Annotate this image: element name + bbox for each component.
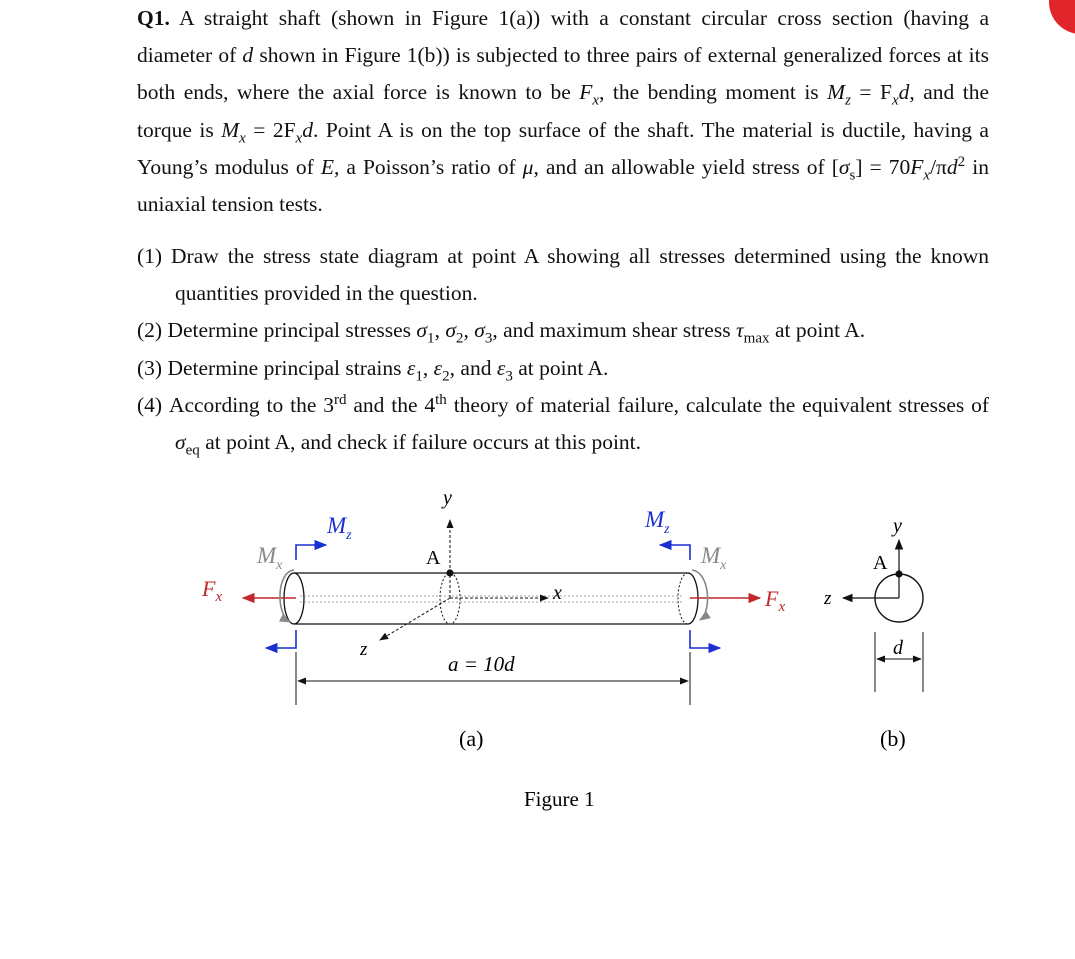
sub: 2 <box>455 330 464 347</box>
text-run: A straight shaft (shown in Figure 1(a)) with a constant circular cross section (having a diameter of <box>137 6 989 68</box>
subfigure-b-label: (b) <box>880 726 906 751</box>
left-end-loads <box>201 513 352 648</box>
y-axis-label: y <box>443 487 452 509</box>
symbol-sigma: σ <box>416 318 428 343</box>
symbol-F: F <box>910 154 924 179</box>
left-mz-arrow <box>296 545 326 560</box>
symbol-M: M <box>827 80 846 105</box>
z-axis-label: z <box>360 639 368 660</box>
subfigure-a-label: (a) <box>459 726 484 751</box>
section-z-label: z <box>824 588 832 609</box>
text-run: , a Poisson’s ratio of <box>333 154 523 179</box>
sub: 1 <box>415 367 423 384</box>
text-run: , the bending moment is <box>599 80 828 105</box>
part-text: According to the 3 <box>168 392 334 417</box>
left-mz-arrow-lower <box>266 630 296 648</box>
symbol-d: d <box>946 154 958 179</box>
text-run: in uniaxial tension tests. <box>137 154 989 217</box>
sup-2: 2 <box>957 153 966 170</box>
part-text: and the 4 <box>346 392 436 417</box>
symbol-epsilon: ε <box>433 355 443 380</box>
sep: , and <box>449 355 497 380</box>
part-text: , and maximum shear stress <box>492 318 736 343</box>
symbol-F: F <box>579 80 593 105</box>
symbol-tau: τ <box>735 318 744 343</box>
sub-z: z <box>845 92 851 109</box>
symbol-d: d <box>302 117 313 142</box>
part-text: Determine principal stresses <box>167 318 417 343</box>
x-axis-label: x <box>553 582 562 604</box>
part-text: Determine principal strains <box>167 355 407 380</box>
right-mz-arrow-lower <box>690 630 720 648</box>
part-number: (1) <box>137 244 163 268</box>
symbol-E: E <box>320 154 334 179</box>
sub: max <box>743 330 770 347</box>
text-run: shown in Figure 1(b)) is subjected to three pairs of external generalized forces at its both ends, where the axial force is known to be <box>137 43 989 105</box>
left-mz-label: $M_z$ <box>327 513 352 543</box>
sup: th <box>435 391 447 408</box>
part-number: (2) <box>137 318 163 343</box>
symbol-epsilon: ε <box>406 355 416 380</box>
right-mz-label: $M_z$ <box>645 507 670 537</box>
symbol-sigma: σ <box>474 318 485 343</box>
part-text: at point A. <box>512 355 609 380</box>
symbol-mu: μ <box>522 154 534 179</box>
section-y-label: y <box>893 515 902 537</box>
right-mz-arrow <box>660 545 690 560</box>
right-fx-label: $F_x$ <box>765 586 786 615</box>
question-label: Q1. <box>137 6 170 30</box>
left-mx-label: $M_x$ <box>257 543 283 573</box>
figure-caption: Figure 1 <box>524 787 595 811</box>
part-text: Draw the stress state diagram at point A showing all stresses determined using the known quantities provided in the question. <box>171 244 990 306</box>
sub: 3 <box>484 330 493 347</box>
part-text: theory of material failure, calculate the equivalent stresses of <box>446 392 990 417</box>
sub-x: x <box>923 167 931 184</box>
symbol-d: d <box>898 80 910 105</box>
length-label: a = 10d <box>448 652 515 676</box>
symbol-epsilon: ε <box>496 355 506 380</box>
point-a-dot <box>446 569 453 576</box>
sub-x: x <box>592 92 600 109</box>
sub-x: x <box>239 129 246 146</box>
part-text: at point A, and check if failure occurs at this point. <box>199 430 642 455</box>
text-run: . Point A is on the top surface of the shaft. The material is ductile, having a Young’s modulus of <box>137 117 989 179</box>
sub: 1 <box>427 330 435 347</box>
part-text: at point A. <box>769 318 866 343</box>
point-a-label: A <box>426 547 441 569</box>
sup: rd <box>333 391 347 408</box>
sep: , <box>422 355 434 380</box>
symbol-M: M <box>221 117 240 142</box>
sub-x: x <box>295 129 303 146</box>
length-dimension <box>296 652 690 705</box>
part-number: (4) <box>137 392 163 417</box>
sub: 3 <box>505 367 513 384</box>
text-run: ] = 70 <box>855 154 911 179</box>
sub: eq <box>185 442 200 459</box>
formula: = F <box>850 80 892 105</box>
section-a-label: A <box>873 552 888 574</box>
diameter-label: d <box>893 637 903 659</box>
part-number: (3) <box>137 355 163 380</box>
symbol-sigma: σ <box>445 318 456 343</box>
formula: /π <box>930 154 947 179</box>
sub-s: s <box>849 167 856 184</box>
symbol-sigma: σ <box>175 430 186 455</box>
right-mx-label: $M_x$ <box>701 543 727 573</box>
right-end-loads <box>644 507 785 648</box>
symbol-sigma: σ <box>838 154 850 179</box>
symbol-d: d <box>242 43 254 68</box>
cross-section <box>823 515 923 692</box>
formula: = 2F <box>245 117 296 142</box>
sub: 2 <box>442 367 450 384</box>
text-run: , and the torque is <box>137 80 989 142</box>
sep: , <box>463 318 475 343</box>
sub-x: x <box>891 92 899 109</box>
text-run: , and an allowable yield stress of [ <box>533 154 839 179</box>
left-fx-label: $F_x$ <box>202 576 223 605</box>
sep: , <box>434 318 446 343</box>
